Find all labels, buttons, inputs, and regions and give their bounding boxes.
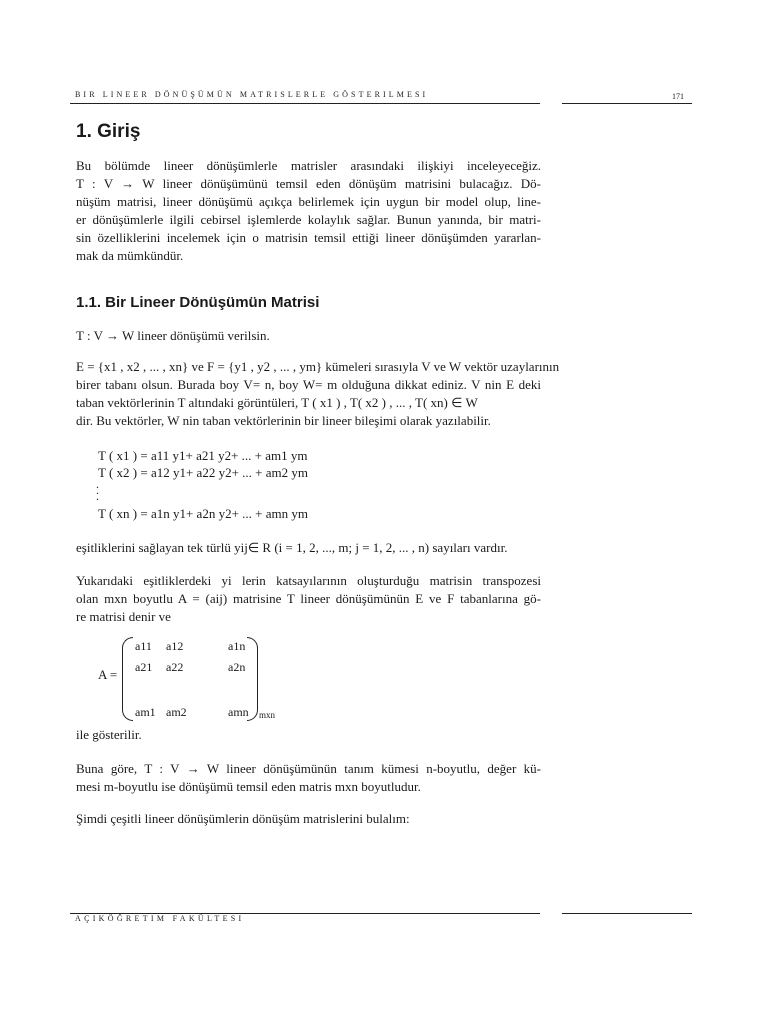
matrix-size-label: mxn — [259, 710, 276, 720]
equation-row: T ( x2 ) = a12 y1+ a22 y2+ ... + am2 ym — [98, 465, 308, 480]
uniqueness-statement: eşitliklerini sağlayan tek türlü yij∈ R (i = 1, 2, ..., m; j = 1, 2, ... , n) sayıları vardır. — [76, 540, 508, 555]
accordingly-line: mesi m-boyutlu ise dönüşümü temsil eden matris mxn boyutludur. — [76, 779, 421, 794]
equation-row: T ( xn ) = a1n y1+ a2n y2+ ... + amn ym — [98, 506, 308, 521]
basis-line: E = {x1 , x2 , ... , xn} ve F = {y1 , y2 , ... , ym} kümeleri sırasıyla V ve W vektör uzaylarının — [76, 359, 560, 374]
header-rule-right — [562, 103, 692, 104]
running-header: BIR LINEER DÖNÜŞÜMÜN MATRISLERLE GÖSTERILMESI — [75, 90, 429, 99]
matrix-cell: a11 — [135, 639, 152, 653]
definition-paragraph — [76, 572, 541, 626]
shown-as-line: ile gösterilir. — [76, 727, 142, 742]
basis-line: birer tabanı olsun. Burada boy V= n, boy W= m olduğuna dikkat ediniz. V nin E deki — [76, 377, 541, 392]
definition-line: re matrisi denir ve — [76, 609, 171, 624]
matrix-cell: a1n — [228, 639, 246, 653]
header-rule-left — [70, 103, 540, 104]
matrix-lhs: A = — [98, 667, 118, 682]
section-title: 1. Giriş — [76, 121, 141, 142]
footer-rule-right — [562, 913, 692, 914]
basis-paragraph — [76, 358, 560, 430]
footer-publisher: AÇIKÖĞRETIM FAKÜLTESI — [75, 914, 245, 923]
matrix-cell: a12 — [166, 639, 184, 653]
matrix-cell: am2 — [166, 705, 187, 719]
matrix-cell: amn — [228, 705, 249, 719]
intro-paragraph — [76, 157, 541, 265]
definition-line: olan mxn boyutlu A = (aij) matrisine T lineer dönüşümünün E ve F tabanlarına gö- — [76, 591, 541, 606]
basis-line: dir. Bu vektörler, W nin taban vektörlerinin bir lineer bileşimi olarak yazılabilir. — [76, 413, 491, 428]
given-statement: T : V → W lineer dönüşümü verilsin. — [76, 328, 270, 343]
intro-line: er dönüşümlerle ilgili cebirsel işlemlerde kolaylık sağlar. Bunun yanında, bir matri- — [76, 212, 541, 227]
matrix-left-paren — [122, 637, 133, 721]
accordingly-line: Buna göre, T : V → W lineer dönüşümünün tanım kümesi n-boyutlu, değer kü- — [76, 761, 541, 776]
matrix-cell: a22 — [166, 660, 184, 674]
definition-line: Yukarıdaki eşitliklerdeki yi lerin katsayılarının oluşturduğu matrisin transpozesi — [76, 573, 541, 588]
intro-line: mak da mümkündür. — [76, 248, 184, 263]
matrix-cell: a21 — [135, 660, 153, 674]
vertical-ellipsis: . . . — [96, 477, 99, 503]
subsection-title: 1.1. Bir Lineer Dönüşümün Matrisi — [76, 294, 320, 311]
intro-line: nüşüm matrisi, lineer dönüşümü açıkça belirlemek için uygun bir model olup, line- — [76, 194, 541, 209]
matrix-cell: a2n — [228, 660, 246, 674]
equation-row: T ( x1 ) = a11 y1+ a21 y2+ ... + am1 ym — [98, 448, 308, 463]
intro-line: sin özelliklerini incelemek için o matrisin temsil ettiği lineer dönüşümden yararlan- — [76, 230, 541, 245]
accordingly-paragraph — [76, 760, 541, 796]
basis-line: taban vektörlerinin T altındaki görüntüleri, T ( x1 ) , T( x2 ) , ... , T( xn) ∈ W — [76, 395, 478, 410]
intro-line: T : V → W lineer dönüşümünü temsil eden dönüşüm matrisini bulacağız. Dö- — [76, 176, 541, 191]
intro-line: Bu bölümde lineer dönüşümlerle matrisler arasındaki ilişkiyi inceleyeceğiz. — [76, 158, 541, 173]
closing-line: Şimdi çeşitli lineer dönüşümlerin dönüşüm matrislerini bulalım: — [76, 811, 410, 826]
page-number: 171 — [672, 92, 684, 101]
matrix-cell: am1 — [135, 705, 156, 719]
